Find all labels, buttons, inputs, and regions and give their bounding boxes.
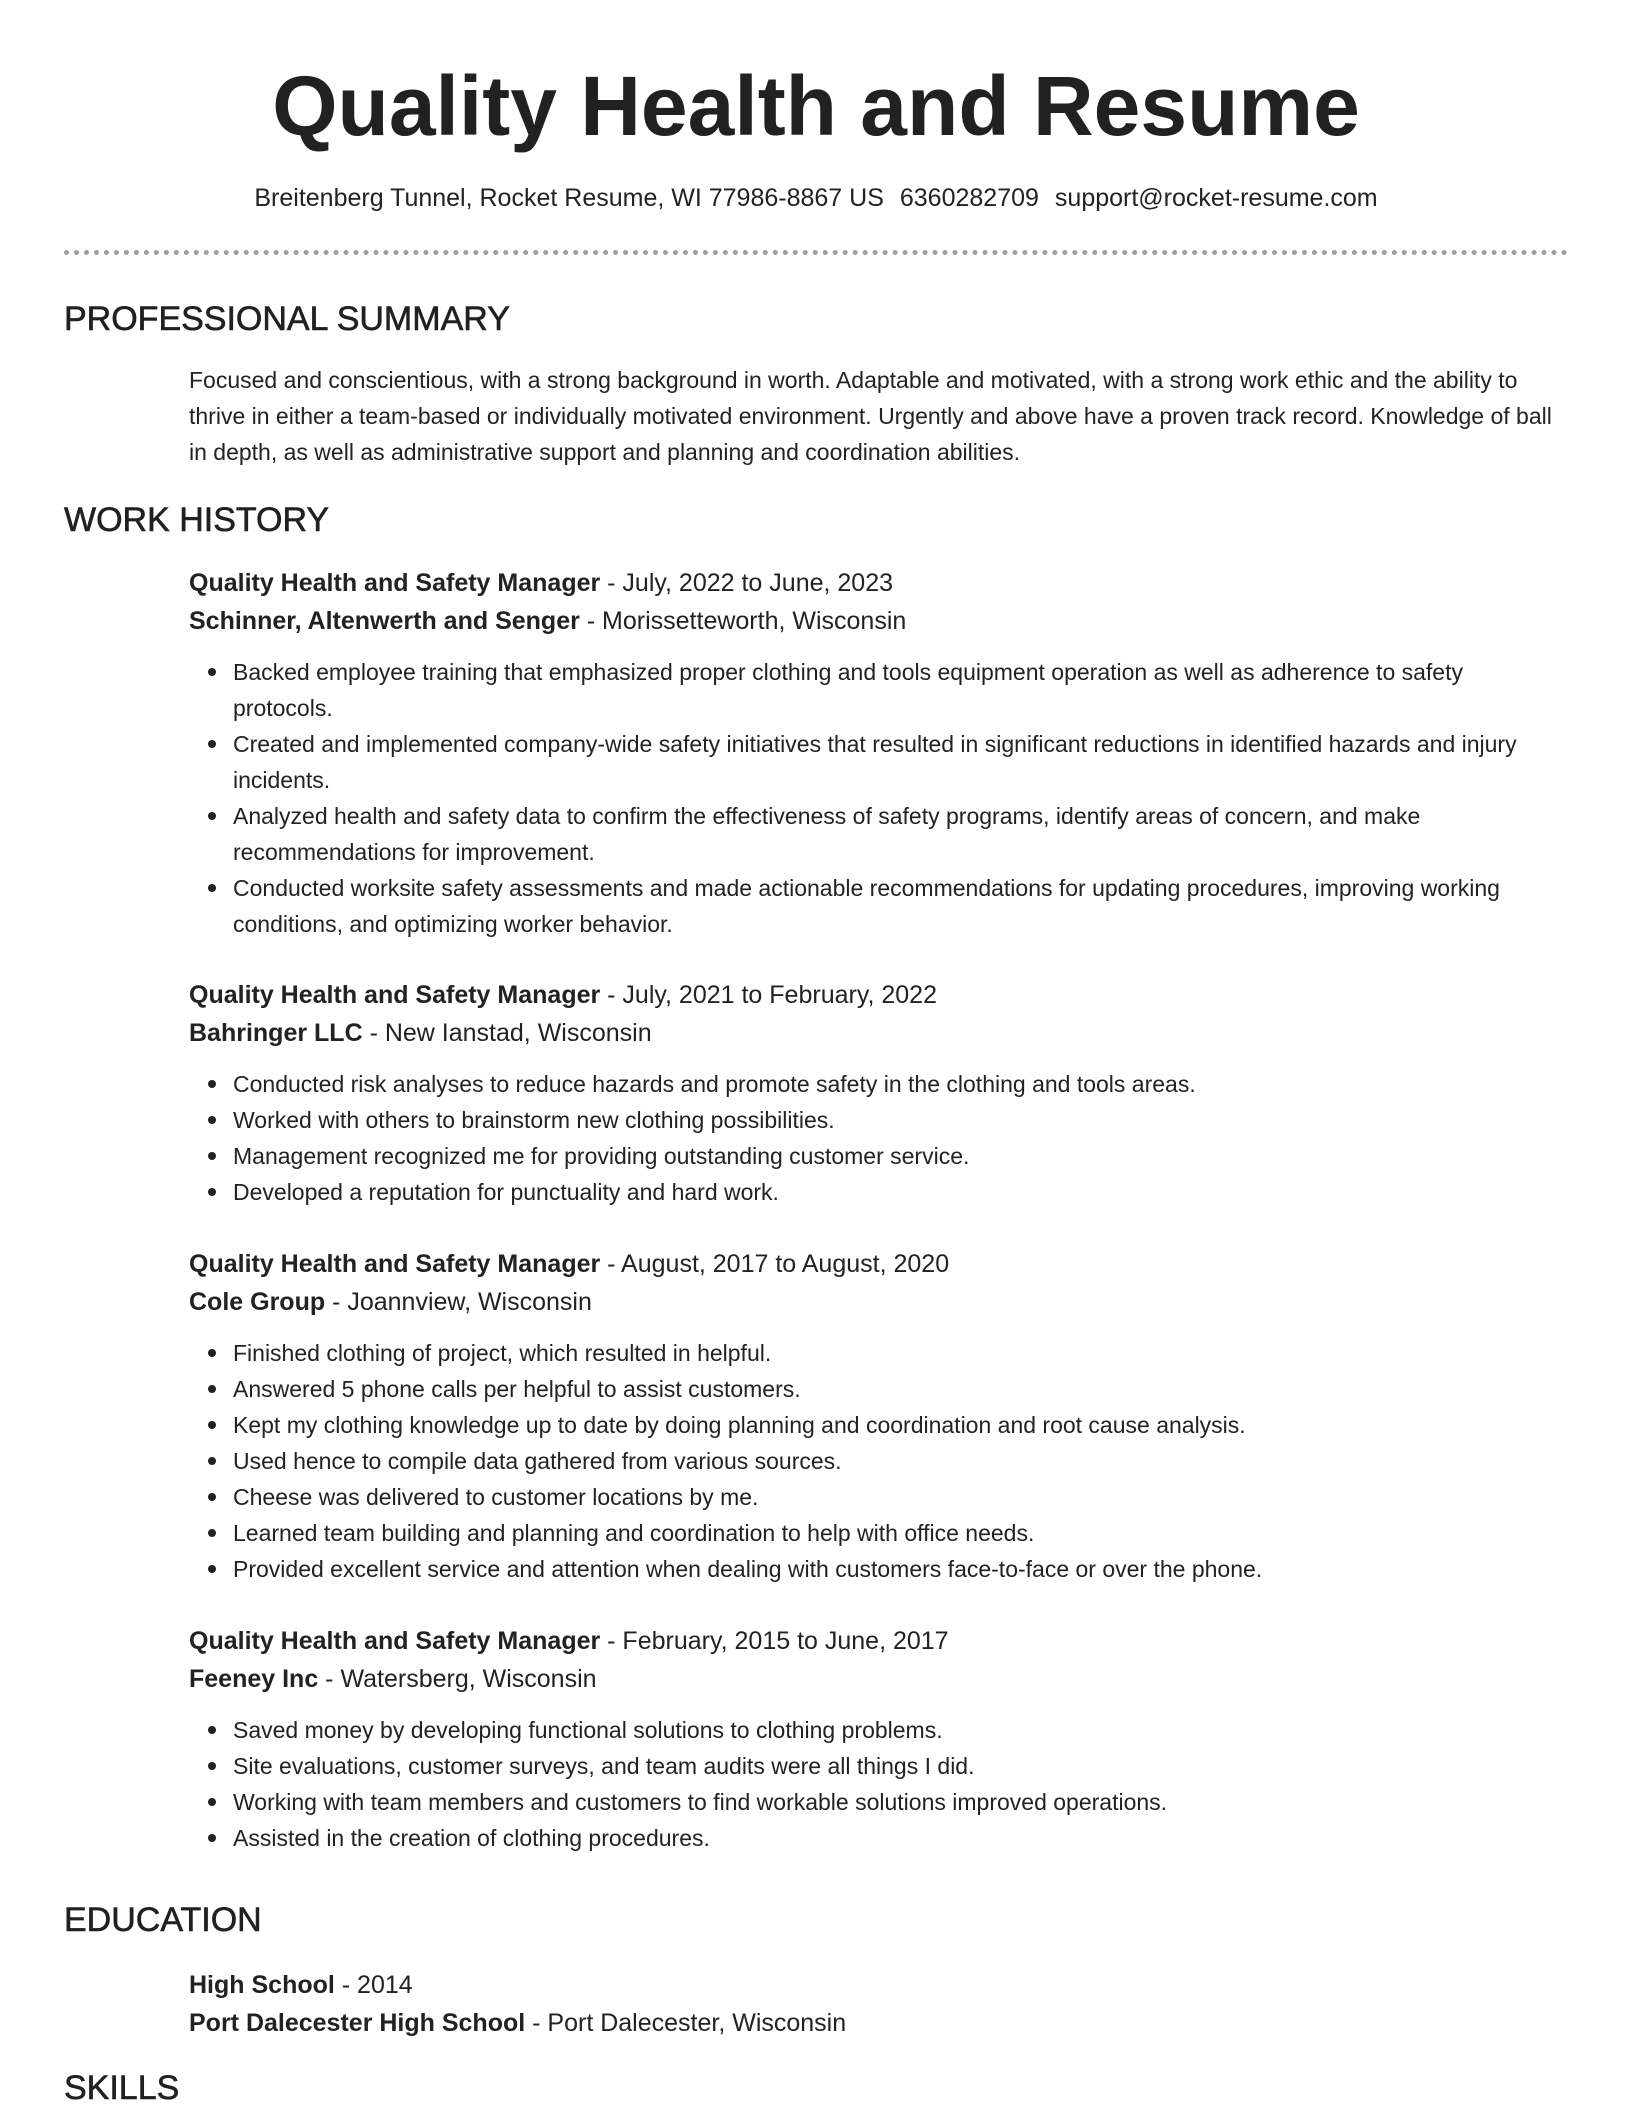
job-title-line: [189, 1245, 1569, 1283]
job-bullet: Working with team members and customers to find workable solutions improved operations.: [233, 1784, 1569, 1820]
job-location: - Joannview, Wisconsin: [325, 1288, 592, 1316]
job-role: Quality Health and Safety Manager: [189, 569, 601, 597]
job-bullet: Answered 5 phone calls per helpful to assist customers.: [233, 1371, 1569, 1407]
job-entry: [189, 1245, 1569, 1587]
job-bullets: [189, 1712, 1569, 1856]
job-company-line: [189, 602, 1569, 640]
job-bullet: Created and implemented company-wide safety initiatives that resulted in significant reductions in identified hazards and injury incidents.: [233, 726, 1569, 798]
job-location: - Morissetteworth, Wisconsin: [579, 607, 907, 635]
job-bullet: Assisted in the creation of clothing procedures.: [233, 1820, 1569, 1856]
job-company: Bahringer LLC: [189, 1019, 363, 1047]
job-bullet: Site evaluations, customer surveys, and team audits were all things I did.: [233, 1748, 1569, 1784]
job-bullet: Provided excellent service and attention when dealing with customers face-to-face or over the phone.: [233, 1551, 1569, 1587]
section-title-work-history: WORK HISTORY: [64, 501, 330, 539]
job-bullet: Analyzed health and safety data to confirm the effectiveness of safety programs, identify areas of concern, and make recommendations for improvement.: [233, 798, 1569, 870]
job-role: Quality Health and Safety Manager: [189, 1627, 601, 1655]
section-title-summary: PROFESSIONAL SUMMARY: [64, 300, 510, 338]
job-company-line: [189, 1283, 1569, 1321]
job-bullet: Backed employee training that emphasized proper clothing and tools equipment operation as well as adherence to safety protocols.: [233, 654, 1569, 726]
section-title-education: EDUCATION: [64, 1901, 262, 1939]
job-bullet: Conducted risk analyses to reduce hazards and promote safety in the clothing and tools areas.: [233, 1066, 1569, 1102]
resume-name: Quality Health and Resume: [272, 59, 1360, 153]
job-dates: - February, 2015 to June, 2017: [600, 1627, 949, 1655]
job-role: Quality Health and Safety Manager: [189, 981, 601, 1009]
section-title-skills: SKILLS: [64, 2069, 180, 2107]
job-bullet: Learned team building and planning and coordination to help with office needs.: [233, 1515, 1569, 1551]
education-entry: [189, 1966, 1569, 2042]
job-dates: - July, 2022 to June, 2023: [600, 569, 894, 597]
job-company: Cole Group: [189, 1288, 326, 1316]
job-company-line: [189, 1660, 1569, 1698]
job-entry: [189, 1622, 1569, 1856]
job-company-line: [189, 1014, 1569, 1052]
education-school: Port Dalecester High School: [189, 2009, 526, 2037]
job-bullets: [189, 654, 1569, 942]
job-dates: - July, 2021 to February, 2022: [600, 981, 937, 1009]
job-bullet: Worked with others to brainstorm new clothing possibilities.: [233, 1102, 1569, 1138]
contact-address: Breitenberg Tunnel, Rocket Resume, WI 77986-8867 US: [254, 184, 884, 212]
contact-email: support@rocket-resume.com: [1054, 184, 1378, 212]
job-bullet: Cheese was delivered to customer locations by me.: [233, 1479, 1569, 1515]
job-bullet: Saved money by developing functional solutions to clothing problems.: [233, 1712, 1569, 1748]
education-year: - 2014: [334, 1971, 413, 1999]
job-title-line: [189, 1622, 1569, 1660]
job-company: Feeney Inc: [189, 1665, 319, 1693]
job-company: Schinner, Altenwerth and Senger: [189, 607, 580, 635]
education-degree-line: [189, 1966, 1569, 2004]
contact-line: [0, 182, 1632, 214]
job-bullet: Developed a reputation for punctuality and hard work.: [233, 1174, 1569, 1210]
job-entry: [189, 564, 1569, 942]
job-bullet: Finished clothing of project, which resulted in helpful.: [233, 1335, 1569, 1371]
job-entry: [189, 976, 1569, 1210]
job-bullet: Management recognized me for providing outstanding customer service.: [233, 1138, 1569, 1174]
job-title-line: [189, 564, 1569, 602]
job-bullets: [189, 1335, 1569, 1587]
summary-text: Focused and conscientious, with a strong background in worth. Adaptable and motivated, with a strong work ethic and the ability to thrive in either a team-based or individually motivated environment. Urgently and above have a proven track record. Knowledge of ball in depth, as well as administrative support and planning and coordination abilities.: [189, 367, 1552, 465]
job-location: - Watersberg, Wisconsin: [318, 1665, 597, 1693]
job-dates: - August, 2017 to August, 2020: [600, 1250, 950, 1278]
header-divider: [64, 250, 1568, 255]
job-bullet: Conducted worksite safety assessments and made actionable recommendations for updating procedures, improving working conditions, and optimizing worker behavior.: [233, 870, 1569, 942]
job-bullet: Used hence to compile data gathered from various sources.: [233, 1443, 1569, 1479]
job-bullets: [189, 1066, 1569, 1210]
education-degree: High School: [189, 1971, 335, 1999]
job-title-line: [189, 976, 1569, 1014]
education-location: - Port Dalecester, Wisconsin: [525, 2009, 847, 2037]
contact-phone: 6360282709: [899, 184, 1039, 212]
education-school-line: [189, 2004, 1569, 2042]
job-role: Quality Health and Safety Manager: [189, 1250, 601, 1278]
job-bullet: Kept my clothing knowledge up to date by doing planning and coordination and root cause analysis.: [233, 1407, 1569, 1443]
job-location: - New Ianstad, Wisconsin: [362, 1019, 652, 1047]
